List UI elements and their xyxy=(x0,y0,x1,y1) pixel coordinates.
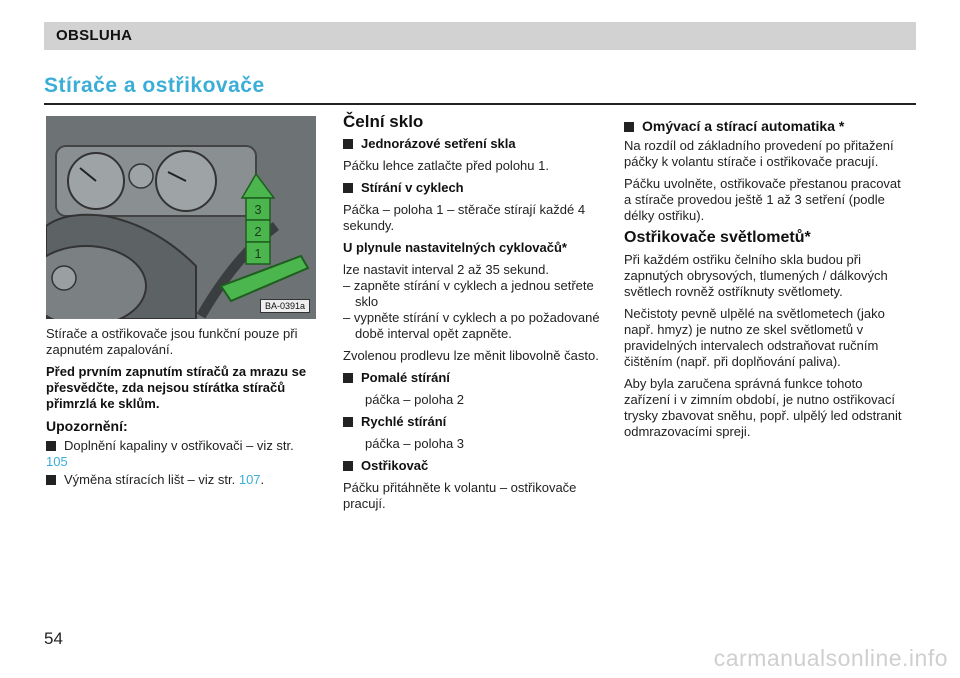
slow-wipe-title: Pomalé stírání xyxy=(343,370,613,386)
watermark: carmanualsonline.info xyxy=(713,645,948,671)
bullet-square xyxy=(46,441,56,451)
bullet-square xyxy=(343,461,353,471)
washer-text: Páčku přitáhněte k volantu – ostřikovače pracují. xyxy=(343,480,577,511)
auto-wash-text-1: Na rozdíl od základního provedení po přitažení páčky k volantu stírače i ostřikovače pracují. xyxy=(624,138,894,169)
bullet-square xyxy=(343,183,353,193)
position-3-label: 3 xyxy=(254,202,262,217)
headlight-washer-text-2: Nečistoty pevně ulpělé na světlometech (jako např. hmyz) je nutno ze skel světlometů v pravidelných intervalech odstraňovat ručním čištěním (např. při doplňování paliva). xyxy=(624,306,885,369)
note-item-fluid: Doplnění kapaliny v ostřikovači – viz str. 105 xyxy=(46,438,294,469)
frost-warning: Před prvním zapnutím stíračů za mrazu se přesvědčte, zda nejsou stírátka stíračů přimrzlá ke sklům. xyxy=(46,364,307,411)
page-title: Stírače a ostřikovače xyxy=(44,74,265,97)
column-right xyxy=(624,118,909,446)
column-middle xyxy=(343,114,613,518)
interval-note: Zvolenou prodlevu lze měnit libovolně často. xyxy=(343,348,599,363)
single-wipe-text: Páčku lehce zatlačte před polohu 1. xyxy=(343,158,549,173)
bullet-square xyxy=(343,417,353,427)
section-title: OBSLUHA xyxy=(56,27,133,44)
headlight-washer-heading: Ostřikovače světlometů* xyxy=(624,229,811,246)
bullet-square xyxy=(343,139,353,149)
interval-step-1: – zapněte stírání v cyklech a jednou setřete sklo xyxy=(343,278,594,309)
page-link-105[interactable]: 105 xyxy=(46,454,68,469)
fast-wipe-title: Rychlé stírání xyxy=(343,414,613,430)
slow-wipe-text: páčka – poloha 2 xyxy=(365,392,465,407)
auto-wash-title: Omývací a stírací automatika * xyxy=(624,118,909,134)
note-heading: Upozornění: xyxy=(46,418,128,434)
adjustable-interval-title: U plynule nastavitelných cyklovačů* xyxy=(343,240,567,255)
page-number: 54 xyxy=(44,629,63,648)
dashboard-drawing xyxy=(46,116,316,319)
position-1-label: 1 xyxy=(254,246,262,261)
page-link-107[interactable]: 107 xyxy=(238,472,261,487)
title-divider xyxy=(44,103,916,105)
bullet-square xyxy=(46,475,56,485)
column-left xyxy=(46,326,318,494)
windscreen-heading: Čelní sklo xyxy=(343,112,424,131)
washer-title: Ostřikovač xyxy=(343,458,613,474)
fast-wipe-text: páčka – poloha 3 xyxy=(365,436,465,451)
intro-text: Stírače a ostřikovače jsou funkční pouze při zapnutém zapalování. xyxy=(46,326,298,357)
position-2-label: 2 xyxy=(254,224,262,239)
headlight-washer-text-3: Aby byla zaručena správná funkce tohoto zařízení i v zimním období, je nutno ostřikovací trysky zbavovat sněhu, popř. ulpělý led odstranit odmrazovacími spreji. xyxy=(624,376,902,439)
section-header-bar xyxy=(44,22,916,50)
headlight-washer-text-1: Při každém ostřiku čelního skla budou při zapnutých obrysových, tlumených / dálkových světlech rovněž ostříknuty světlomety. xyxy=(624,252,888,299)
adjustable-interval-text: lze nastavit interval 2 až 35 sekund. xyxy=(343,262,549,277)
wiper-stalk-illustration xyxy=(46,116,316,319)
figure-label: BA-0391a xyxy=(260,299,310,313)
single-wipe-title: Jednorázové setření skla xyxy=(343,136,613,152)
auto-wash-text-2: Páčku uvolněte, ostřikovače přestanou pracovat a stírače provedou ještě 1 až 3 setření (podle délky ostřiku). xyxy=(624,176,901,223)
bullet-square xyxy=(343,373,353,383)
interval-wipe-text: Páčka – poloha 1 – stěrače stírají každé 4 sekundy. xyxy=(343,202,586,233)
interval-step-2: – vypněte stírání v cyklech a po požadované době interval opět zapněte. xyxy=(343,310,600,341)
bullet-square xyxy=(624,122,634,132)
note-item-blades: Výměna stíracích lišt – viz str. 107. xyxy=(46,472,318,488)
interval-wipe-title: Stírání v cyklech xyxy=(343,180,613,196)
